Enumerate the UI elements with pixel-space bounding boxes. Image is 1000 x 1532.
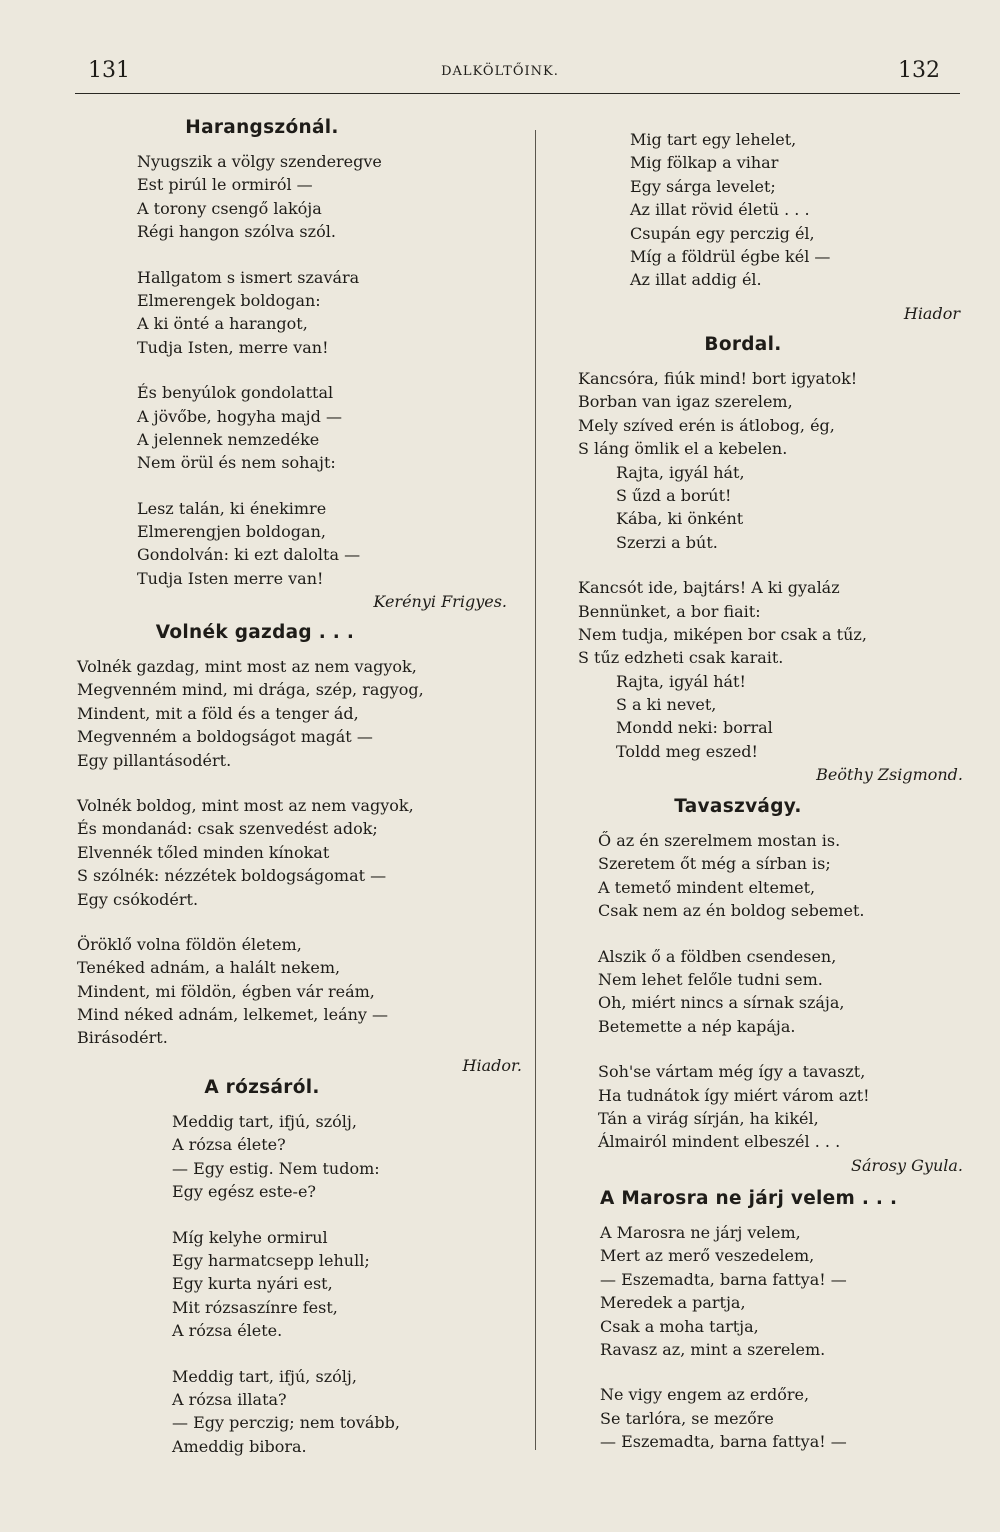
verse-line: És mondanád: csak szenvedést adok;: [77, 819, 378, 839]
stanza: [172, 1365, 472, 1459]
verse-line: Egy harmatcsepp lehull;: [172, 1250, 370, 1270]
verse-line: Régi hangon szólva szól.: [137, 222, 336, 242]
stanza: [598, 945, 963, 1039]
verse-line: Mit rózsaszínre fest,: [172, 1297, 338, 1317]
poem-bordal: [578, 334, 963, 787]
verse-line: S tűz edzheti csak karait.: [578, 648, 784, 668]
verse-line: Lesz talán, ki énekimre: [137, 498, 327, 518]
stanza: [598, 829, 963, 923]
stanza: [578, 576, 963, 763]
verse-line: Rajta, igyál hát,: [616, 462, 745, 482]
poem-tavaszvagy: [598, 796, 963, 1178]
stanza: [137, 150, 507, 244]
verse-line: Est pirúl le ormiról —: [137, 175, 313, 195]
stanzas: [578, 367, 963, 763]
verse-line: Nem örül és nem sohajt:: [137, 453, 336, 473]
verse-line: — Egy perczig; nem tovább,: [172, 1413, 400, 1433]
verse-line: A rózsa élete.: [172, 1321, 283, 1341]
verse-line: Alszik ő a földben csendesen,: [598, 946, 837, 966]
stanzas: [598, 829, 963, 1154]
header-rule: [75, 93, 960, 94]
verse-line: Mindent, mit a föld és a tenger ád,: [77, 703, 359, 723]
verse-line: A ki önté a harangot,: [137, 314, 308, 334]
verse-line: Betemette a nép kapája.: [598, 1016, 796, 1036]
verse-line: Míg a földrül égbe kél —: [630, 246, 831, 266]
verse-line: Míg kelyhe ormirul: [172, 1227, 328, 1247]
verse-line: Szeretem őt még a sírban is;: [598, 854, 831, 874]
verse-line: S szólnék: nézzétek boldogságomat —: [77, 866, 387, 886]
verse-line: Ravasz az, mint a szerelem.: [600, 1339, 826, 1359]
stanza: [600, 1383, 960, 1453]
verse-line: Az illat addig él.: [630, 270, 762, 290]
verse-line: Nem lehet felőle tudni sem.: [598, 969, 823, 989]
stanza: [600, 1221, 960, 1361]
stanza: [77, 655, 517, 772]
page-number-left: 131: [88, 58, 130, 83]
verse-line: Tudja Isten merre van!: [137, 568, 324, 588]
verse-line: Mely szíved erén is átlobog, ég,: [578, 415, 835, 435]
poem-author: Hiador.: [462, 1055, 522, 1075]
stanzas: [77, 655, 517, 1050]
poem-title: Bordal.: [704, 334, 782, 355]
stanzas: [137, 150, 507, 590]
verse-line: Egy sárga levelet;: [630, 176, 776, 196]
poem-a-marosra: [600, 1188, 960, 1476]
verse-line: A rózsa illata?: [172, 1389, 287, 1409]
page-number-right: 132: [898, 58, 940, 83]
verse-line: — Eszemadta, barna fattya! —: [600, 1432, 847, 1452]
stanza: [172, 1110, 472, 1204]
verse-line: Ne vigy engem az erdőre,: [600, 1385, 810, 1405]
stanzas: [630, 128, 960, 292]
stanza: [77, 794, 517, 911]
verse-line: Kancsót ide, bajtárs! A ki gyaláz: [578, 578, 840, 598]
verse-line: Meddig tart, ifjú, szólj,: [172, 1366, 357, 1386]
verse-line: Kába, ki önként: [616, 509, 744, 529]
verse-line: Borban van igaz szerelem,: [578, 392, 793, 412]
verse-line: Ha tudnátok így miért várom azt!: [598, 1085, 870, 1105]
stanza: [630, 128, 960, 292]
poem-author: Hiador: [903, 303, 960, 323]
poem-title: A rózsáról.: [204, 1077, 320, 1098]
verse-line: S a ki nevet,: [616, 695, 717, 715]
verse-line: Csupán egy perczig él,: [630, 223, 815, 243]
verse-line: Bennünket, a bor fiait:: [578, 601, 761, 621]
poem-a-rozsarol: [172, 1077, 472, 1480]
verse-line: Mert az merő veszedelem,: [600, 1246, 815, 1266]
verse-line: Mondd neki: borral: [616, 718, 773, 738]
verse-line: A rózsa élete?: [172, 1135, 286, 1155]
stanza: [137, 497, 507, 591]
verse-line: Megvenném mind, mi drága, szép, ragyog,: [77, 680, 424, 700]
verse-line: Toldd meg eszed!: [616, 741, 758, 761]
verse-line: S űzd a borút!: [616, 485, 732, 505]
verse-line: Kancsóra, fiúk mind! bort igyatok!: [578, 369, 858, 388]
verse-line: Elmerengjen boldogan,: [137, 522, 326, 542]
verse-line: Oh, miért nincs a sírnak szája,: [598, 993, 845, 1013]
verse-line: Csak a moha tartja,: [600, 1316, 759, 1336]
poem-volnek-gazdag: [77, 622, 522, 1078]
verse-line: Nem tudja, miképen bor csak a tűz,: [578, 624, 867, 644]
verse-line: Mig fölkap a vihar: [630, 153, 779, 173]
stanza: [172, 1226, 472, 1343]
verse-line: Mind néked adnám, lelkemet, leány —: [77, 1005, 389, 1025]
verse-line: Mig tart egy lehelet,: [630, 130, 797, 149]
verse-line: S láng ömlik el a kebelen.: [578, 439, 788, 459]
poem-author: Sárosy Gyula.: [851, 1155, 963, 1175]
verse-line: Megvenném a boldogságot magát —: [77, 727, 373, 747]
running-title: DALKÖLTŐINK.: [441, 64, 559, 79]
stanzas: [600, 1221, 960, 1454]
verse-line: Csak nem az én boldog sebemet.: [598, 901, 865, 921]
verse-line: Egy csókodért.: [77, 889, 199, 909]
verse-line: Tán a virág sírján, ha kikél,: [598, 1108, 819, 1128]
poem-author: Beöthy Zsigmond.: [816, 765, 963, 785]
verse-line: Volnék gazdag, mint most az nem vagyok,: [77, 657, 417, 676]
verse-line: Elvennék tőled minden kínokat: [77, 842, 330, 862]
verse-line: A temető mindent eltemet,: [598, 877, 816, 897]
verse-line: Hallgatom s ismert szavára: [137, 267, 360, 287]
verse-line: Meddig tart, ifjú, szólj,: [172, 1112, 357, 1131]
stanza: [77, 933, 517, 1050]
verse-line: Volnék boldog, mint most az nem vagyok,: [77, 795, 414, 815]
poem-title: A Marosra ne járj velem . . .: [600, 1188, 898, 1209]
verse-line: Egy kurta nyári est,: [172, 1274, 333, 1294]
verse-line: Se tarlóra, se mezőre: [600, 1408, 774, 1428]
stanza: [598, 1060, 963, 1154]
verse-line: Egy pillantásodért.: [77, 750, 232, 770]
verse-line: Az illat rövid életü . . .: [630, 200, 810, 220]
verse-line: És benyúlok gondolattal: [137, 383, 334, 403]
verse-line: Öröklő volna földön életem,: [77, 934, 302, 954]
poem-title: Tavaszvágy.: [674, 796, 802, 817]
poem-harangszonal: [137, 117, 507, 614]
verse-line: Ő az én szerelmem mostan is.: [598, 831, 841, 850]
stanza: [578, 367, 963, 554]
poem-author: Kerényi Frigyes.: [373, 592, 507, 612]
verse-line: Birásodért.: [77, 1028, 168, 1048]
verse-line: Tudja Isten, merre van!: [137, 337, 329, 357]
stanzas: [172, 1110, 472, 1458]
verse-line: Ameddig bibora.: [172, 1436, 307, 1456]
verse-line: Nyugszik a völgy szenderegve: [137, 152, 382, 171]
verse-line: — Eszemadta, barna fattya! —: [600, 1269, 847, 1289]
verse-line: Tenéked adnám, a halált nekem,: [77, 958, 341, 978]
verse-line: A torony csengő lakója: [137, 198, 322, 218]
verse-line: Elmerengek boldogan:: [137, 290, 321, 310]
verse-line: Soh'se vártam még így a tavaszt,: [598, 1062, 866, 1082]
verse-line: Álmairól mindent elbeszél . . .: [598, 1132, 841, 1152]
stanza: [137, 266, 507, 360]
verse-line: Mindent, mi földön, égben vár reám,: [77, 981, 375, 1001]
poem-title: Volnék gazdag . . .: [155, 622, 355, 643]
verse-line: Szerzi a bút.: [616, 532, 718, 552]
poem-a-rozsarol-continued: [630, 128, 960, 326]
stanza: [137, 381, 507, 475]
verse-line: A Marosra ne járj velem,: [600, 1223, 801, 1242]
verse-line: — Egy estig. Nem tudom:: [172, 1158, 380, 1178]
poem-title: Harangszónál.: [185, 117, 339, 138]
verse-line: Meredek a partja,: [600, 1293, 746, 1313]
verse-line: A jelennek nemzedéke: [137, 429, 320, 449]
verse-line: Egy egész este-e?: [172, 1182, 316, 1202]
column-divider: [535, 130, 536, 1450]
verse-line: Rajta, igyál hát!: [616, 671, 746, 691]
verse-line: Gondolván: ki ezt dalolta —: [137, 545, 361, 565]
verse-line: A jövőbe, hogyha majd —: [137, 406, 342, 426]
